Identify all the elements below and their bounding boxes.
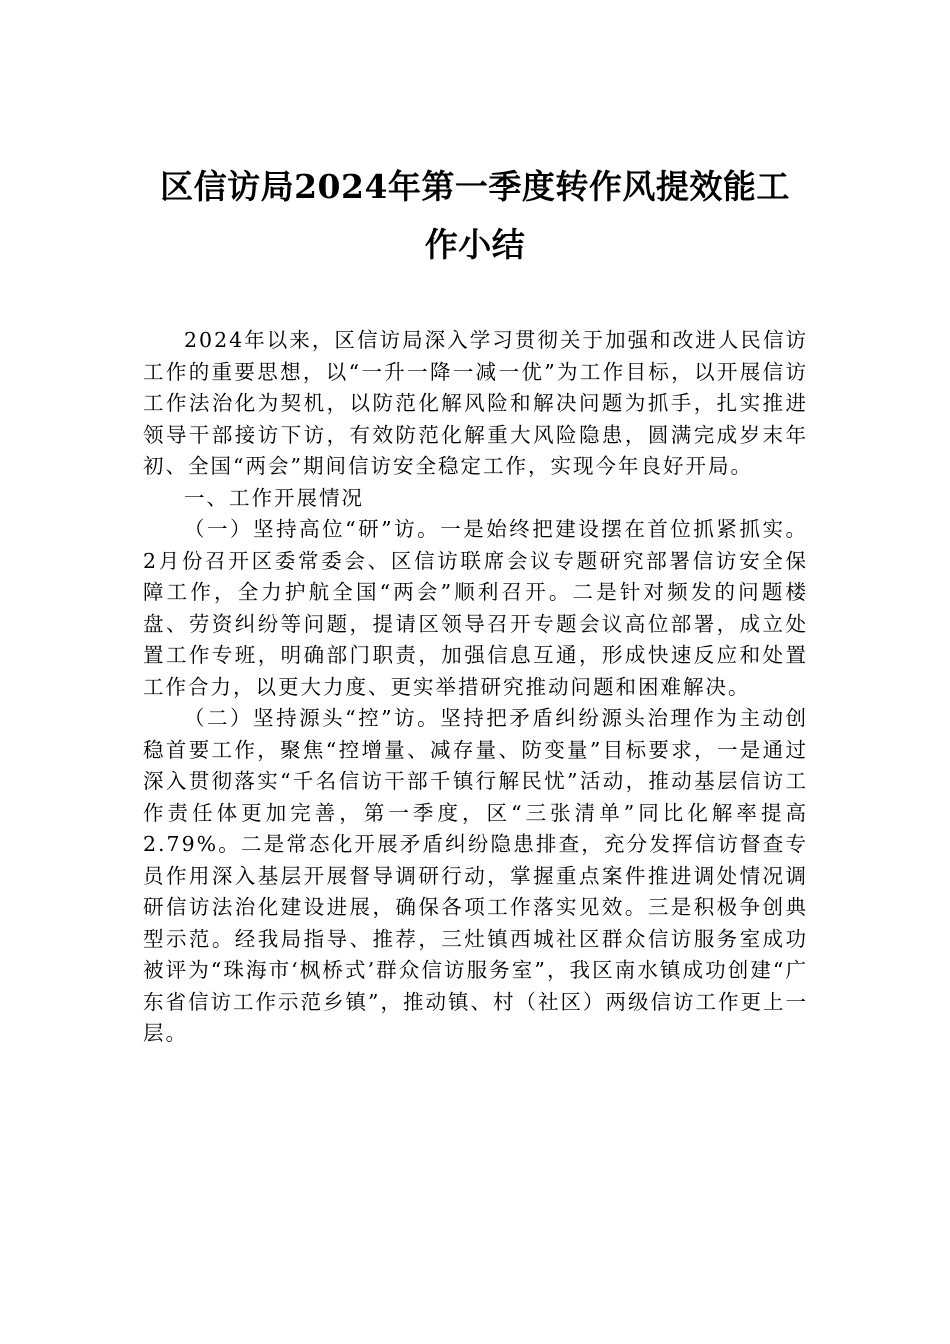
section-heading-1: 一、工作开展情况 [184,485,364,510]
title-line-2: 作小结 [424,225,526,264]
document-body [143,325,808,1050]
section1-paragraph-2: （二）坚持源头“控”访。坚持把矛盾纠纷源头治理作为主动创稳首要工作，聚焦“控增量、减存量、防变量”目标要求，一是通过深入贯彻落实“千名信访干部千镇行解民忧”活动，推动基层信访工作责任体更加完善，第一季度，区“三张清单”同比化解率提高2.79%。二是常态化开展矛盾纠纷隐患排查，充分发挥信访督查专员作用深入基层开展督导调研行动，掌握重点案件推进调处情况调研信访法治化建设进展，确保各项工作落实见效。三是积极争创典型示范。经我局指导、推荐，三灶镇西城社区群众信访服务室成功被评为“珠海市‘枫桥式’群众信访服务室”，我区南水镇成功创建“广东省信访工作示范乡镇”，推动镇、村（社区）两级信访工作更上一层。 [143,706,808,1045]
intro-paragraph: 2024年以来，区信访局深入学习贯彻关于加强和改进人民信访工作的重要思想，以“一升一降一减一优”为工作目标，以开展信访工作法治化为契机，以防范化解风险和解决问题为抓手，扎实推进领导干部接访下访，有效防范化解重大风险隐患，圆满完成岁末年初、全国“两会”期间信访安全稳定工作，实现今年良好开局。 [143,328,808,478]
section1-paragraph-1: （一）坚持高位“研”访。一是始终把建设摆在首位抓紧抓实。2月份召开区委常委会、区信访联席会议专题研究部署信访安全保障工作，全力护航全国“两会”顺利召开。二是针对频发的问题楼盘、劳资纠纷等问题，提请区领导召开专题会议高位部署，成立处置工作专班，明确部门职责，加强信息互通，形成快速反应和处置工作合力，以更大力度、更实举措研究推动问题和困难解决。 [143,517,808,699]
document-title [130,158,820,274]
title-line-1: 区信访局2024年第一季度转作风提效能工 [160,167,790,206]
